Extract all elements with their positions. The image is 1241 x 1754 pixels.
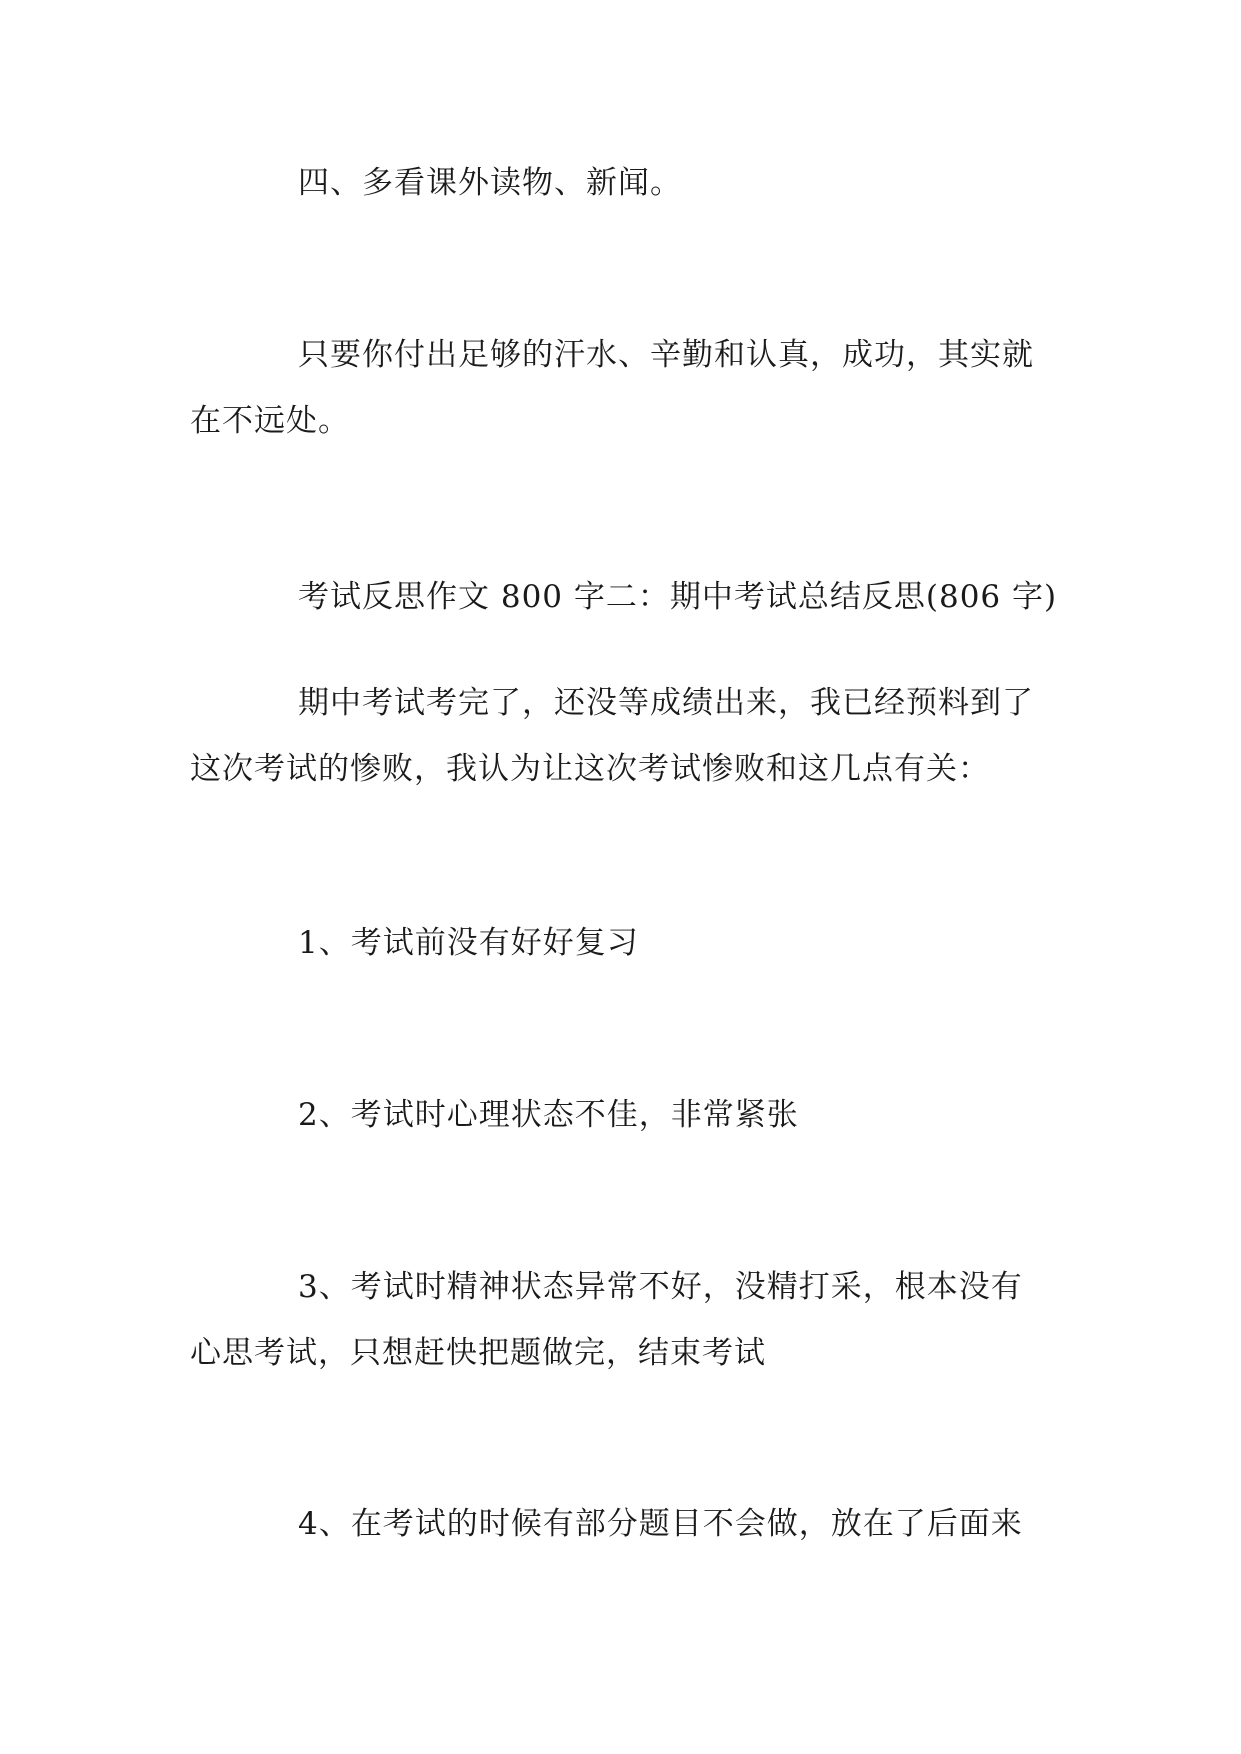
list-item-text: 1、考试前没有好好复习	[298, 925, 639, 961]
list-item-text: 3、考试时精神状态异常不好，没精打采，根本没有	[298, 1269, 1023, 1305]
list-item-text: 2、考试时心理状态不佳，非常紧张	[298, 1097, 799, 1133]
section-title: 考试反思作文 800 字二：期中考试总结反思(806 字)	[298, 579, 1058, 615]
paragraph-success	[190, 322, 1050, 454]
section-heading	[190, 564, 1058, 630]
list-item-4	[190, 1491, 1050, 1557]
paragraph-line: 期中考试考完了，还没等成绩出来，我已经预料到了	[298, 685, 1034, 721]
paragraph-intro	[190, 670, 1050, 802]
list-item-1	[190, 910, 1050, 976]
paragraph-line: 在不远处。	[190, 403, 350, 439]
list-item-2	[190, 1082, 1050, 1148]
paragraph-line: 只要你付出足够的汗水、辛勤和认真，成功，其实就	[298, 337, 1034, 373]
list-item-3	[190, 1254, 1050, 1386]
paragraph-line: 这次考试的惨败，我认为让这次考试惨败和这几点有关：	[190, 751, 990, 787]
paragraph-line: 四、多看课外读物、新闻。	[298, 165, 682, 201]
list-item-text: 心思考试，只想赶快把题做完，结束考试	[190, 1335, 766, 1371]
paragraph-tip-four	[190, 150, 1050, 216]
list-item-text: 4、在考试的时候有部分题目不会做，放在了后面来	[298, 1506, 1023, 1542]
